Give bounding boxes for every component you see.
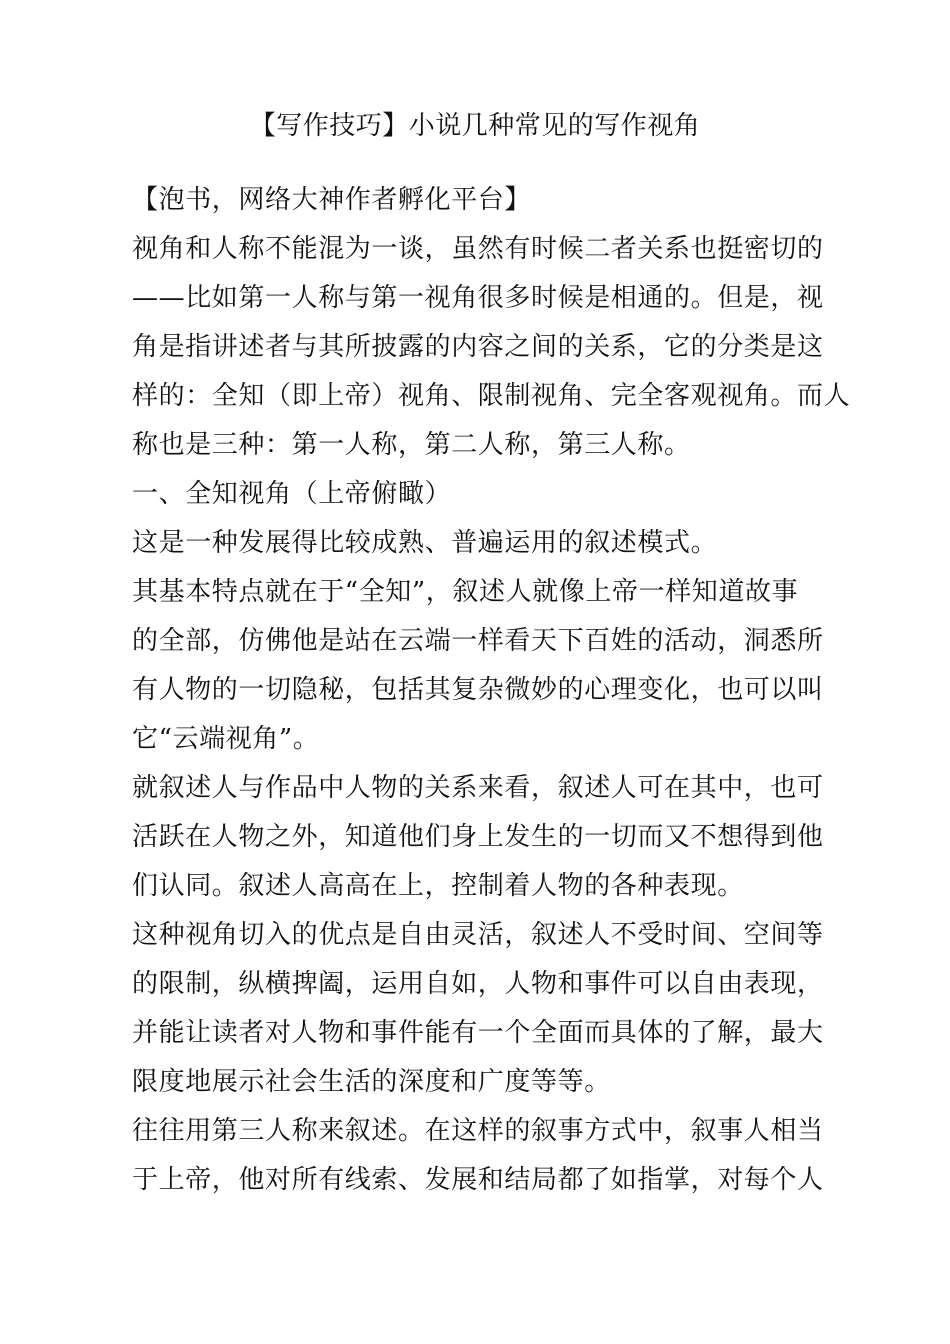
text-line: 称也是三种：第一人称，第二人称，第三人称。 (132, 430, 691, 460)
document-title: 【写作技巧】小说几种常见的写作视角 (249, 111, 701, 141)
text-line: 样的：全知（即上帝）视角、限制视角、完全客观视角。而人 (132, 381, 851, 411)
text-line: 这是一种发展得比较成熟、普遍运用的叙述模式。 (132, 528, 718, 558)
text-line: 角是指讲述者与其所披露的内容之间的关系，它的分类是这 (132, 332, 824, 362)
text-line: 这种视角切入的优点是自由灵活，叙述人不受时间、空间等 (132, 920, 824, 950)
section-heading: 一、全知视角（上帝俯瞰） (132, 479, 452, 509)
text-line: 于上帝，他对所有线索、发展和结局都了如指掌，对每个人 (132, 1165, 824, 1195)
text-line: 往往用第三人称来叙述。在这样的叙事方式中，叙事人相当 (132, 1116, 824, 1146)
text-line: 的限制，纵横捭阖，运用自如，人物和事件可以自由表现， (132, 969, 824, 999)
text-line: 【泡书，网络大神作者孵化平台】 (132, 185, 532, 215)
text-line: ——比如第一人称与第一视角很多时候是相通的。但是，视 (132, 283, 824, 313)
text-line: 有人物的一切隐秘，包括其复杂微妙的心理变化，也可以叫 (132, 675, 824, 705)
text-line: 活跃在人物之外，知道他们身上发生的一切而又不想得到他 (132, 822, 824, 852)
text-line: 视角和人称不能混为一谈，虽然有时候二者关系也挺密切的 (132, 234, 824, 264)
text-line: 并能让读者对人物和事件能有一个全面而具体的了解，最大 (132, 1018, 824, 1048)
text-line: 其基本特点就在于“全知”，叙述人就像上帝一样知道故事 (132, 577, 799, 607)
text-line: 就叙述人与作品中人物的关系来看，叙述人可在其中，也可 (132, 773, 824, 803)
text-line: 的全部，仿佛他是站在云端一样看天下百姓的活动，洞悉所 (132, 626, 824, 656)
document-body (132, 176, 851, 1205)
text-line: 它“云端视角”。 (132, 724, 320, 754)
text-line: 限度地展示社会生活的深度和广度等等。 (132, 1067, 611, 1097)
text-line: 们认同。叙述人高高在上，控制着人物的各种表现。 (132, 871, 744, 901)
